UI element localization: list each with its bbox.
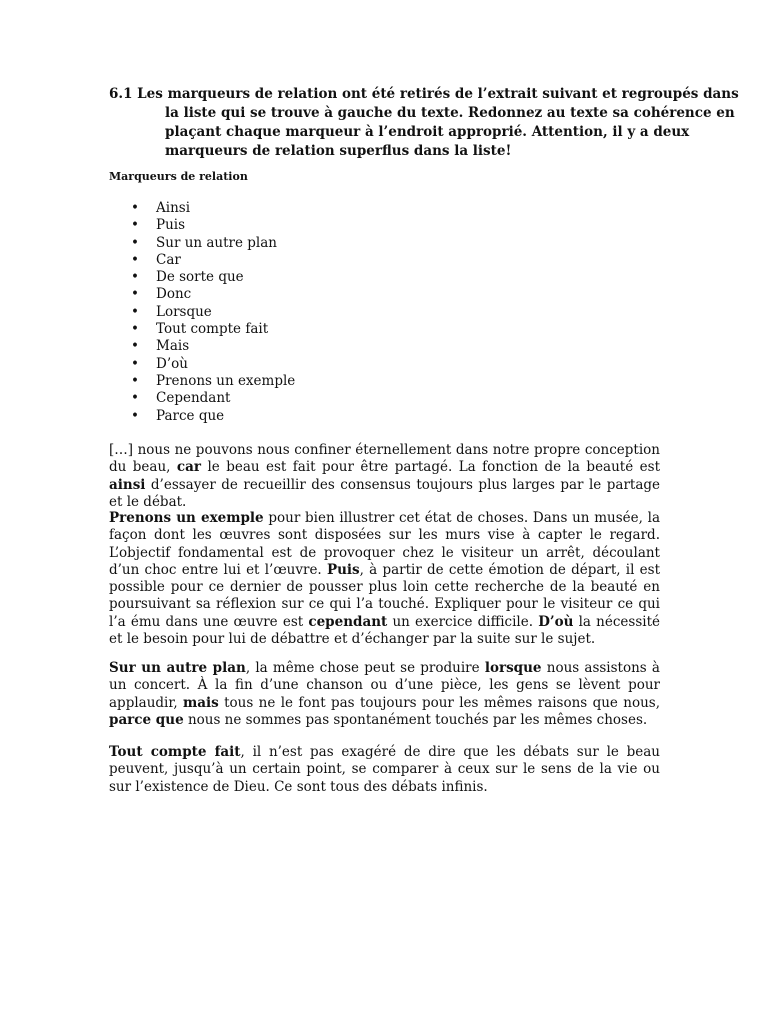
- marker-word: Tout compte fait: [109, 744, 241, 760]
- instruction-line: plaçant chaque marqueur à l’endroit approprié. Attention, il y a deux: [165, 124, 690, 140]
- text-run: , il n’est pas exagéré de dire que les débats sur le beau peuvent, jusqu’à un certain point, se comparer à ceux sur le sens de la vie ou sur l’existence de Dieu. Ce sont tous des débats infinis.: [109, 744, 660, 795]
- instruction-line: 6.1 Les marqueurs de relation ont été retirés de l’extrait suivant et regroupés dans: [109, 86, 739, 102]
- text-run: un exercice difficile.: [387, 613, 539, 630]
- text-run: tous ne le font pas toujours pour les mêmes raisons que nous,: [218, 694, 660, 711]
- marker-item: • Puis: [130, 217, 295, 234]
- text-run: nous assistons à un concert. À la fin d’une chanson ou d’une pièce, les gens se lèvent pour applaudir,: [109, 660, 660, 711]
- marker-item: • Prenons un exemple: [130, 373, 295, 390]
- marker-item: • Donc: [130, 286, 295, 303]
- paragraph-4: [109, 744, 660, 796]
- marker-word: car: [176, 459, 201, 476]
- paragraph-2: [109, 510, 660, 648]
- text-run: , à partir de cette émotion de départ, il est possible pour ce dernier de pousser plus loin cette recherche de la beauté en poursuivant sa réflexion sur ce qui l’a touché. Expliquer pour le visiteur ce qui l’a ému dans une œuvre est: [109, 561, 660, 630]
- text-run: nous ne sommes pas spontanément touchés par les mêmes choses.: [183, 711, 648, 728]
- marker-word: mais: [182, 694, 219, 711]
- marker-item: • Sur un autre plan: [130, 235, 295, 252]
- text-run: le beau est fait pour être partagé. La fonction de la beauté est: [201, 459, 661, 476]
- marker-item: • Mais: [130, 338, 295, 355]
- text-run: […] nous ne pouvons nous confiner éternellement dans notre propre conception du beau,: [109, 442, 660, 476]
- instruction-line: marqueurs de relation superflus dans la liste!: [165, 143, 512, 159]
- marker-word: parce que: [109, 711, 184, 728]
- paragraph-3: [109, 660, 660, 729]
- marker-item: • Cependant: [130, 390, 295, 407]
- marker-word: D’où: [538, 613, 574, 630]
- marker-item: • Car: [130, 252, 295, 269]
- marker-item: • D’où: [130, 356, 295, 373]
- marker-item: • Ainsi: [130, 200, 295, 217]
- exercise-instructions: [109, 85, 739, 161]
- marker-word: Sur un autre plan: [109, 660, 246, 676]
- marker-item: • Tout compte fait: [130, 321, 295, 338]
- markers-list: [130, 200, 295, 425]
- marker-word: Prenons un exemple: [109, 510, 264, 526]
- marker-word: cependant: [308, 613, 388, 630]
- paragraph-1: [109, 442, 660, 511]
- text-run: la nécessité et le besoin pour lui de débattre et d’échanger par la suite sur le sujet.: [109, 613, 660, 648]
- text-run: pour bien illustrer cet état de choses. Dans un musée, la façon dont les œuvres sont disposées sur les murs vise à capter le regard. L’objectif fondamental est de provoquer chez le visiteur un arrêt, découlant d’un choc entre lui et l’œuvre.: [109, 510, 660, 578]
- text-run: , la même chose peut se produire: [245, 660, 485, 676]
- marker-word: lorsque: [484, 660, 542, 676]
- marker-item: • De sorte que: [130, 269, 295, 286]
- text-run: d’essayer de recueillir des consensus toujours plus larges par le partage et le débat.: [109, 476, 660, 510]
- instruction-line: la liste qui se trouve à gauche du texte. Redonnez au texte sa cohérence en: [165, 105, 735, 121]
- marker-item: • Parce que: [130, 408, 295, 425]
- markers-title: Marqueurs de relation: [109, 170, 248, 183]
- marker-word: ainsi: [109, 476, 146, 493]
- marker-word: Puis: [326, 561, 360, 578]
- marker-item: • Lorsque: [130, 304, 295, 321]
